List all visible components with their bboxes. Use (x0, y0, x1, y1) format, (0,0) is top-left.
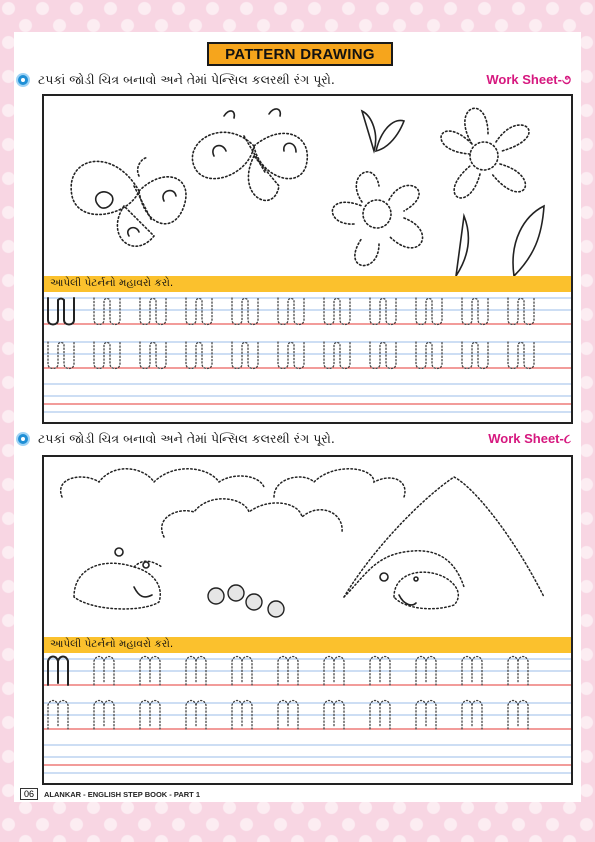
instruction-2 (16, 431, 335, 447)
bullet-icon (16, 432, 30, 446)
page-footer (20, 788, 200, 800)
instruction-text: ટપકાં જોડી ચિત્ર બનાવો અને તેમાં પેન્સિલ કલરથી રંગ પૂરો. (38, 72, 335, 87)
book-title: ALANKAR - ENGLISH STEP BOOK - PART 1 (44, 789, 200, 799)
dotted-ball-1 (208, 588, 224, 604)
butterfly-1-wing-right (139, 177, 186, 224)
butterfly-1-wing-top (71, 161, 139, 214)
copy-instruction-text: આપેલી પેટર્નનો મહાવરો કરો. (50, 638, 174, 650)
worksheet-label-2: Work Sheet-૮ (488, 431, 571, 446)
copy-instruction-bar-2 (44, 637, 571, 653)
page-title-banner (207, 42, 393, 66)
dotted-ball-4 (268, 601, 284, 617)
copy-instruction-text: આપેલી પેટર્નનો મહાવરો કરો. (50, 277, 174, 289)
page-number: 06 (20, 788, 38, 800)
bullet-icon (16, 73, 30, 87)
page-title: PATTERN DRAWING (225, 45, 375, 63)
worksheet-label-1: Work Sheet-૭ (486, 72, 571, 87)
instruction-text: ટપકાં જોડી ચિત્ર બનાવો અને તેમાં પેન્સિલ કલરથી રંગ પૂરો. (38, 431, 335, 446)
practice-lines-1 (44, 292, 571, 420)
exercise-box-2 (42, 455, 573, 785)
dotted-drawing-clouds-mice (44, 457, 571, 632)
practice-lines-2 (44, 653, 571, 781)
dotted-ball-3 (246, 594, 262, 610)
exercise-box-1 (42, 94, 573, 424)
copy-instruction-bar-1 (44, 276, 571, 292)
dotted-drawing-butterflies-flowers (44, 96, 571, 276)
dotted-ball-2 (228, 585, 244, 601)
instruction-1 (16, 72, 335, 88)
